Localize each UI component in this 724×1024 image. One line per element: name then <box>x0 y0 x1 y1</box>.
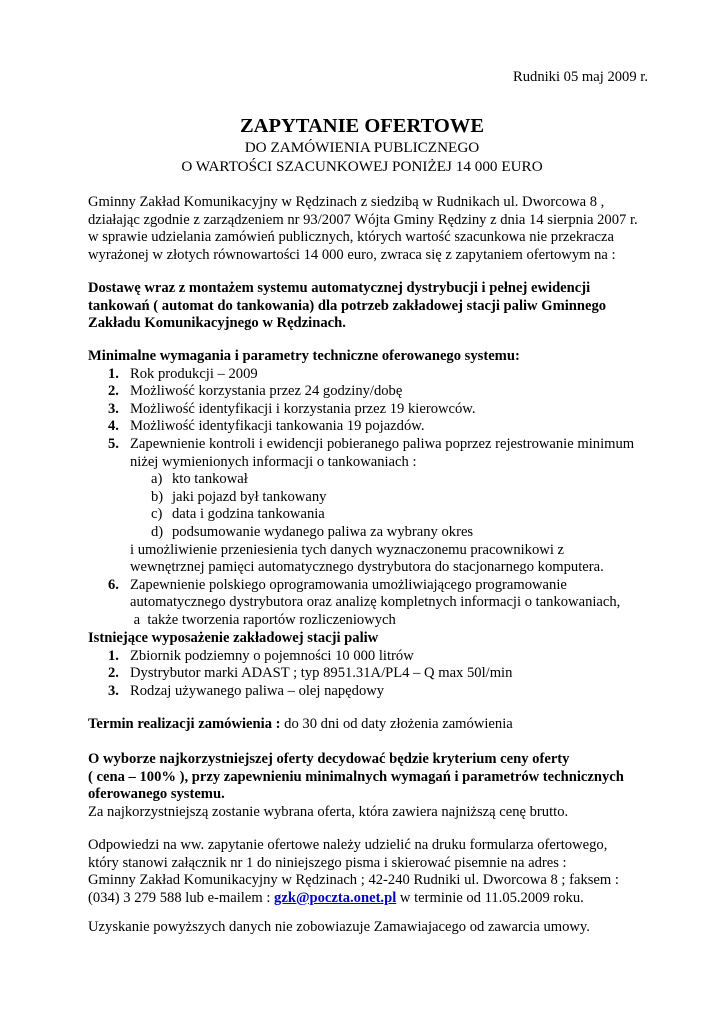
response-line: Odpowiedzi na ww. zapytanie ofertowe należy udzielić na druku formularza ofertowego, <box>88 837 608 853</box>
intro-line: wyrażonej w złotych równowartości 14 000 euro, zwraca się z zapytaniem ofertowym na : <box>88 246 616 263</box>
criteria-line: oferowanego systemu. <box>88 786 225 803</box>
deadline-value: do 30 dni od daty złożenia zamówienia <box>280 716 513 732</box>
intro-line: działając zgodnie z zarządzeniem nr 93/2007 Wójta Gminy Rędziny z dnia 14 sierpnia 2007 r. <box>88 211 638 228</box>
subject-line: tankowań ( automat do tankowania) dla potrzeb zakładowej stacji paliw Gminnego <box>88 297 607 314</box>
list-item: 3. Możliwość identyfikacji i korzystania przez 19 kierowców. <box>108 400 476 417</box>
list-item: 2. Dystrybutor marki ADAST ; typ 8951.31A/PL4 – Q max 50l/min <box>108 665 513 682</box>
response-line: Gminny Zakład Komunikacyjny w Rędzinach ; 42-240 Rudniki ul. Dworcowa 8 ; faksem : <box>88 872 619 889</box>
list-item: 1. Rok produkcji – 2009 <box>108 365 258 382</box>
list-item: 5. Zapewnienie kontroli i ewidencji pobieranego paliwa poprzez rejestrowanie minimum niżej wymienionych informacji o tankowaniach : <box>108 435 635 470</box>
criteria-line: ( cena – 100% ), przy zapewnieniu minimalnych wymagań i parametrów technicznych <box>88 768 624 785</box>
list-item: 3. Rodzaj używanego paliwa – olej napędowy <box>108 682 385 699</box>
criteria-line: O wyborze najkorzystniejszej oferty decydować będzie kryterium ceny oferty <box>88 751 570 767</box>
closing-paragraph <box>88 919 648 937</box>
equipment-heading: Istniejące wyposażenie zakładowej stacji paliw <box>88 630 379 646</box>
requirements-heading: Minimalne wymagania i parametry techniczne oferowanego systemu: <box>88 348 520 364</box>
title-main: ZAPYTANIE OFERTOWE <box>240 115 484 137</box>
list-item: 6. Zapewnienie polskiego oprogramowania umożliwiającego programowanie automatycznego dystrybutora oraz analizę kompletnych informacji o tankowaniach, a także tworzenia raportów rozliczeniowych <box>108 576 621 628</box>
intro-line: Gminny Zakład Komunikacyjny w Rędzinach z siedzibą w Rudnikach ul. Dworcowa 8 , <box>88 194 605 210</box>
equipment-section <box>88 630 648 700</box>
list-item: d) podsumowanie wydanego paliwa za wybrany okres <box>151 523 474 540</box>
response-line: (034) 3 279 588 lub e-mailem : gzk@poczta.onet.pl w terminie od 11.05.2009 roku. <box>88 889 584 906</box>
deadline-paragraph <box>88 716 648 734</box>
title-sub-2: O WARTOŚCI SZACUNKOWEJ PONIŻEJ 14 000 EURO <box>181 158 543 175</box>
list-item: 1. Zbiornik podziemny o pojemności 10 000 litrów <box>108 647 414 664</box>
requirements-section <box>88 348 648 630</box>
document-date: Rudniki 05 maj 2009 r. <box>513 69 648 85</box>
criteria-paragraph <box>88 751 648 821</box>
email-link[interactable]: gzk@poczta.onet.pl <box>274 889 397 906</box>
equipment-list <box>88 648 648 701</box>
list-item: b) jaki pojazd był tankowany <box>151 488 327 505</box>
requirements-list <box>88 366 648 472</box>
requirements-sublist <box>88 471 648 541</box>
subject-paragraph <box>88 280 648 333</box>
subject-line: Dostawę wraz z montażem systemu automatycznej dystrybucji i pełnej ewidencji <box>88 280 591 296</box>
intro-paragraph <box>88 194 648 264</box>
list-item: 4. Możliwość identyfikacji tankowania 19 pojazdów. <box>108 418 425 435</box>
list-item: 2. Możliwość korzystania przez 24 godziny/dobę <box>108 383 403 400</box>
list-item: c) data i godzina tankowania <box>151 506 325 523</box>
requirements-list-cont <box>88 577 648 630</box>
item5-note-line: wewnętrznej pamięci automatycznego dystrybutora do stacjonarnego komputera. <box>130 559 604 576</box>
closing-line: Uzyskanie powyższych danych nie zobowiazuje Zamawiajacego od zawarcia umowy. <box>88 919 590 935</box>
item5-note-line: i umożliwienie przeniesienia tych danych wyznaczonemu pracownikowi z <box>130 541 565 558</box>
criteria-note: Za najkorzystniejszą zostanie wybrana oferta, która zawiera najniższą cenę brutto. <box>88 803 569 820</box>
intro-line: w sprawie udzielania zamówień publicznych, których wartość szacunkowa nie przekracza <box>88 229 614 246</box>
list-item: a) kto tankował <box>151 471 248 488</box>
deadline-label: Termin realizacji zamówienia : <box>88 716 281 732</box>
subject-line: Zakładu Komunikacyjnego w Rędzinach. <box>88 315 346 332</box>
response-paragraph <box>88 837 648 907</box>
document-title <box>88 114 636 176</box>
response-line: który stanowi załącznik nr 1 do niniejszego pisma i skierować pisemnie na adres : <box>88 854 567 871</box>
title-sub-1: DO ZAMÓWIENIA PUBLICZNEGO <box>244 139 480 156</box>
